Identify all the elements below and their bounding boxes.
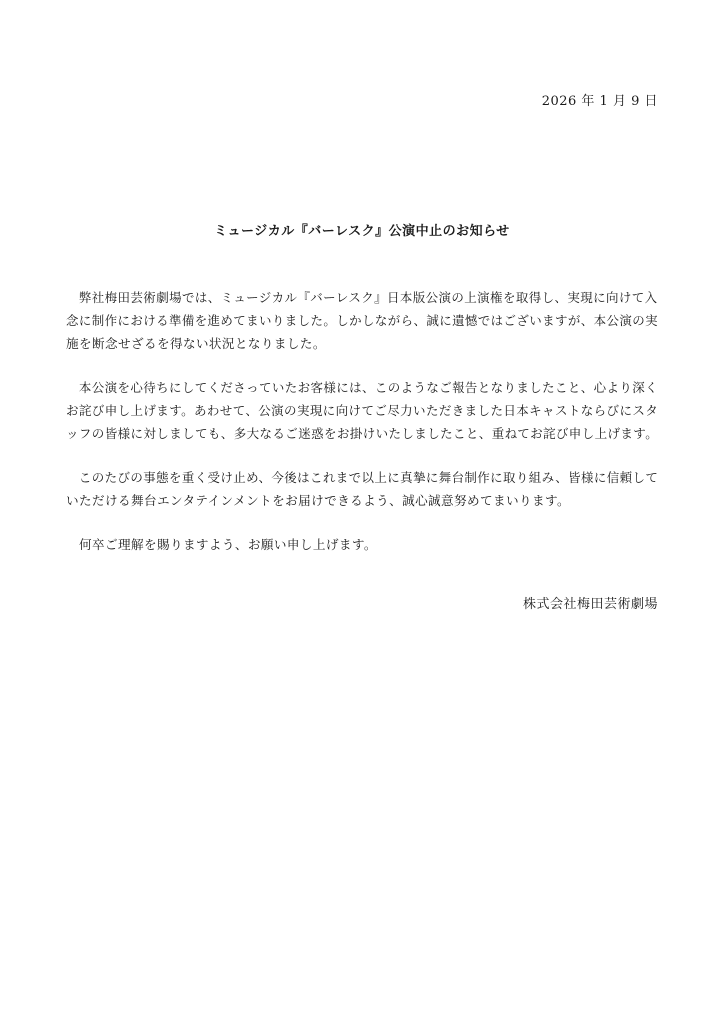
paragraph-line: 弊社梅田芸術劇場では、ミュージカル『バーレスク』日本版公演の上演権を取得し、実現に向けて入 [66, 290, 658, 305]
paragraph-announcement [66, 286, 658, 355]
paragraph-commitment [66, 466, 658, 512]
paragraph-closing [66, 533, 658, 556]
document-signature: 株式会社梅田芸術劇場 [522, 597, 658, 612]
paragraph-line: 念に制作における準備を進めてまいりました。しかしながら、誠に遺憾ではございますが、本公演の実 [66, 313, 658, 328]
document-body [66, 286, 658, 577]
paragraph-line: 何卒ご理解を賜りますよう、お願い申し上げます。 [66, 537, 377, 552]
paragraph-line: ッフの皆様に対しましても、多大なるご迷惑をお掛けいたしましたこと、重ねてお詫び申し上げます。 [66, 426, 659, 441]
paragraph-line: このたびの事態を重く受け止め、今後はこれまで以上に真摯に舞台制作に取り組み、皆様に信頼して [66, 470, 659, 485]
paragraph-line: いただける舞台エンタテインメントをお届けできるよう、誠心誠意努めてまいります。 [66, 493, 570, 508]
paragraph-line: お詫び申し上げます。あわせて、公演の実現に向けてご尽力いただきました日本キャストならびにスタ [66, 403, 659, 418]
document-title: ミュージカル『バーレスク』公演中止のお知らせ [214, 224, 510, 239]
paragraph-line: 本公演を心待ちにしてくださっていたお客様には、このようなご報告となりましたこと、心より深く [66, 380, 658, 395]
paragraph-line: 施を断念せざるを得ない状況となりました。 [66, 336, 326, 351]
document-date: 2026 年 1 月 9 日 [541, 94, 658, 109]
paragraph-apology [66, 376, 658, 445]
